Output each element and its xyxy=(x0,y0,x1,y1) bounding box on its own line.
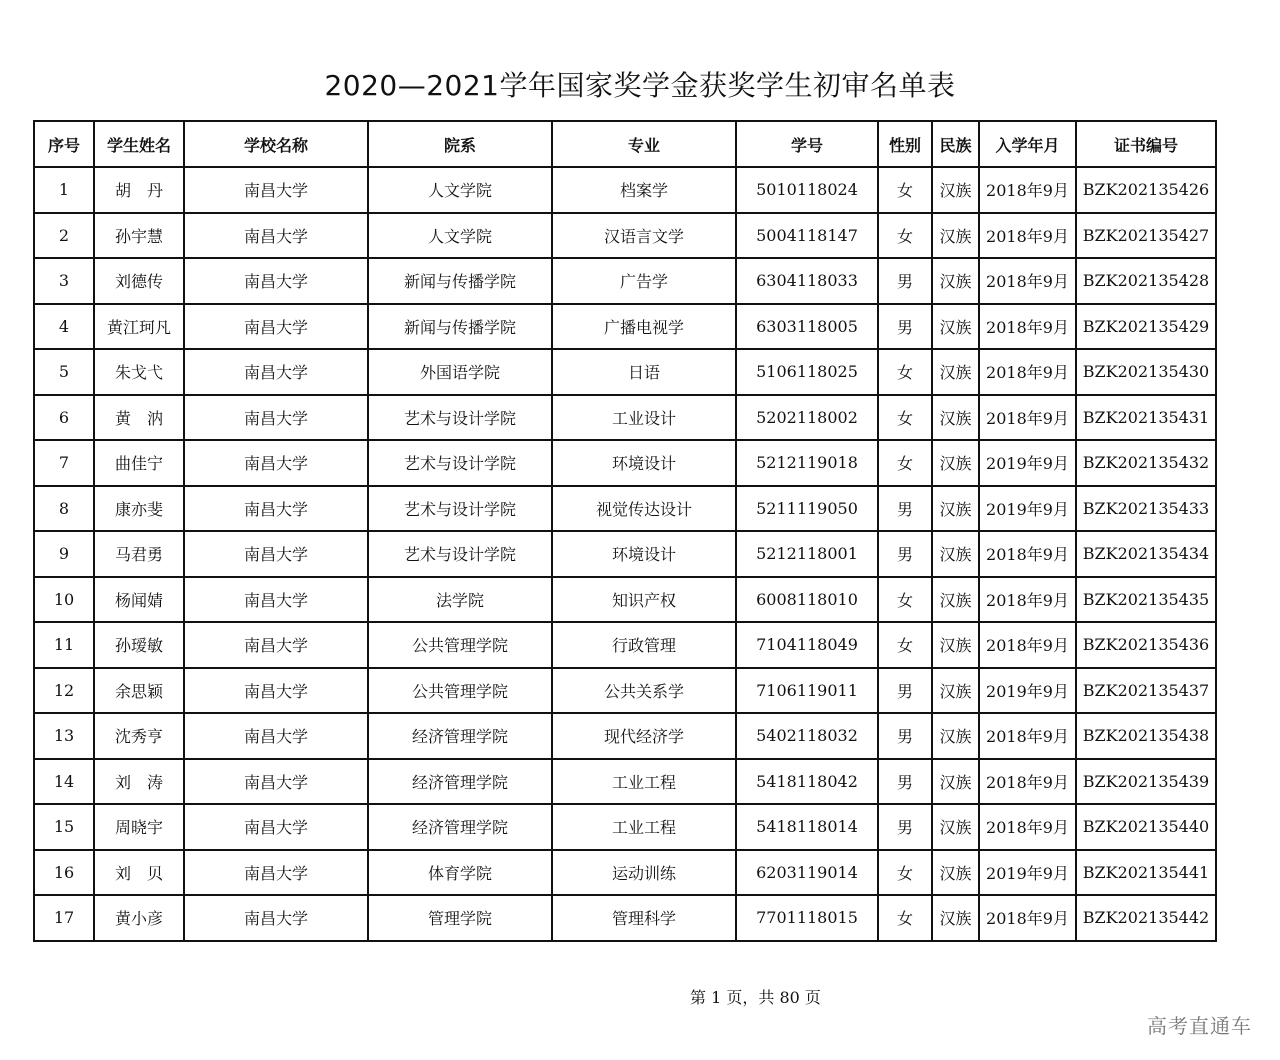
cell-index: 3 xyxy=(34,258,94,304)
column-header-ethnicity: 民族 xyxy=(932,121,979,167)
cell-ethnicity: 汉族 xyxy=(932,668,979,714)
cell-enrollment-date: 2018年9月 xyxy=(979,531,1076,577)
cell-ethnicity: 汉族 xyxy=(932,304,979,350)
cell-certificate-number: BZK202135434 xyxy=(1076,531,1216,577)
cell-department: 体育学院 xyxy=(368,850,552,896)
cell-school: 南昌大学 xyxy=(184,167,368,213)
cell-index: 14 xyxy=(34,759,94,805)
scholarship-roster-table xyxy=(33,120,1217,942)
cell-index: 9 xyxy=(34,531,94,577)
cell-student-name: 马君勇 xyxy=(94,531,184,577)
cell-gender: 女 xyxy=(878,622,932,668)
cell-student-name: 黄江珂凡 xyxy=(94,304,184,350)
column-header-student-id: 学号 xyxy=(736,121,878,167)
cell-index: 5 xyxy=(34,349,94,395)
cell-department: 经济管理学院 xyxy=(368,804,552,850)
cell-school: 南昌大学 xyxy=(184,304,368,350)
cell-certificate-number: BZK202135428 xyxy=(1076,258,1216,304)
cell-department: 公共管理学院 xyxy=(368,622,552,668)
cell-enrollment-date: 2018年9月 xyxy=(979,213,1076,259)
cell-gender: 女 xyxy=(878,440,932,486)
cell-certificate-number: BZK202135426 xyxy=(1076,167,1216,213)
cell-gender: 男 xyxy=(878,304,932,350)
cell-ethnicity: 汉族 xyxy=(932,395,979,441)
cell-department: 人文学院 xyxy=(368,213,552,259)
cell-major: 行政管理 xyxy=(552,622,736,668)
cell-certificate-number: BZK202135436 xyxy=(1076,622,1216,668)
cell-ethnicity: 汉族 xyxy=(932,349,979,395)
cell-school: 南昌大学 xyxy=(184,531,368,577)
cell-department: 艺术与设计学院 xyxy=(368,440,552,486)
cell-certificate-number: BZK202135432 xyxy=(1076,440,1216,486)
cell-student-id: 5212119018 xyxy=(736,440,878,486)
cell-index: 10 xyxy=(34,577,94,623)
cell-gender: 女 xyxy=(878,213,932,259)
cell-major: 日语 xyxy=(552,349,736,395)
cell-ethnicity: 汉族 xyxy=(932,486,979,532)
cell-gender: 男 xyxy=(878,759,932,805)
cell-major: 广告学 xyxy=(552,258,736,304)
cell-gender: 女 xyxy=(878,167,932,213)
cell-enrollment-date: 2019年9月 xyxy=(979,486,1076,532)
column-header-major: 专业 xyxy=(552,121,736,167)
cell-department: 公共管理学院 xyxy=(368,668,552,714)
cell-ethnicity: 汉族 xyxy=(932,622,979,668)
cell-department: 新闻与传播学院 xyxy=(368,258,552,304)
column-header-department: 院系 xyxy=(368,121,552,167)
cell-student-name: 朱戈弋 xyxy=(94,349,184,395)
cell-department: 人文学院 xyxy=(368,167,552,213)
cell-gender: 男 xyxy=(878,486,932,532)
column-header-index: 序号 xyxy=(34,121,94,167)
cell-student-name: 曲佳宁 xyxy=(94,440,184,486)
cell-school: 南昌大学 xyxy=(184,258,368,304)
cell-enrollment-date: 2018年9月 xyxy=(979,804,1076,850)
cell-student-id: 5212118001 xyxy=(736,531,878,577)
table-row xyxy=(34,895,1216,941)
cell-student-name: 余思颖 xyxy=(94,668,184,714)
cell-student-name: 刘 涛 xyxy=(94,759,184,805)
cell-enrollment-date: 2019年9月 xyxy=(979,850,1076,896)
cell-gender: 女 xyxy=(878,395,932,441)
cell-ethnicity: 汉族 xyxy=(932,167,979,213)
cell-ethnicity: 汉族 xyxy=(932,440,979,486)
cell-student-id: 7106119011 xyxy=(736,668,878,714)
cell-student-name: 杨闻婧 xyxy=(94,577,184,623)
table-row xyxy=(34,804,1216,850)
cell-ethnicity: 汉族 xyxy=(932,804,979,850)
cell-student-name: 黄小彦 xyxy=(94,895,184,941)
cell-certificate-number: BZK202135427 xyxy=(1076,213,1216,259)
cell-student-name: 孙宇慧 xyxy=(94,213,184,259)
cell-certificate-number: BZK202135433 xyxy=(1076,486,1216,532)
cell-student-id: 5004118147 xyxy=(736,213,878,259)
cell-student-id: 5106118025 xyxy=(736,349,878,395)
cell-school: 南昌大学 xyxy=(184,577,368,623)
cell-gender: 男 xyxy=(878,713,932,759)
cell-enrollment-date: 2018年9月 xyxy=(979,349,1076,395)
column-header-certificate-number: 证书编号 xyxy=(1076,121,1216,167)
cell-student-name: 胡 丹 xyxy=(94,167,184,213)
cell-student-id: 5402118032 xyxy=(736,713,878,759)
cell-major: 环境设计 xyxy=(552,531,736,577)
cell-index: 11 xyxy=(34,622,94,668)
cell-student-id: 6008118010 xyxy=(736,577,878,623)
cell-certificate-number: BZK202135430 xyxy=(1076,349,1216,395)
cell-ethnicity: 汉族 xyxy=(932,213,979,259)
table-row xyxy=(34,759,1216,805)
cell-major: 现代经济学 xyxy=(552,713,736,759)
cell-gender: 男 xyxy=(878,531,932,577)
table-header-row xyxy=(34,121,1216,167)
cell-student-id: 5010118024 xyxy=(736,167,878,213)
cell-student-id: 7701118015 xyxy=(736,895,878,941)
cell-certificate-number: BZK202135437 xyxy=(1076,668,1216,714)
document-title: 2020—2021学年国家奖学金获奖学生初审名单表 xyxy=(324,69,956,102)
cell-certificate-number: BZK202135439 xyxy=(1076,759,1216,805)
cell-student-id: 5418118042 xyxy=(736,759,878,805)
cell-certificate-number: BZK202135442 xyxy=(1076,895,1216,941)
cell-gender: 女 xyxy=(878,349,932,395)
cell-index: 4 xyxy=(34,304,94,350)
cell-student-id: 6304118033 xyxy=(736,258,878,304)
cell-student-id: 6203119014 xyxy=(736,850,878,896)
cell-gender: 男 xyxy=(878,804,932,850)
table-row xyxy=(34,167,1216,213)
cell-index: 17 xyxy=(34,895,94,941)
cell-school: 南昌大学 xyxy=(184,713,368,759)
cell-index: 13 xyxy=(34,713,94,759)
cell-ethnicity: 汉族 xyxy=(932,759,979,805)
cell-school: 南昌大学 xyxy=(184,804,368,850)
table-row xyxy=(34,213,1216,259)
table-row xyxy=(34,577,1216,623)
cell-index: 12 xyxy=(34,668,94,714)
table-row xyxy=(34,440,1216,486)
cell-certificate-number: BZK202135431 xyxy=(1076,395,1216,441)
cell-major: 视觉传达设计 xyxy=(552,486,736,532)
cell-school: 南昌大学 xyxy=(184,759,368,805)
cell-ethnicity: 汉族 xyxy=(932,850,979,896)
cell-student-name: 黄 汭 xyxy=(94,395,184,441)
table-row xyxy=(34,395,1216,441)
column-header-student-name: 学生姓名 xyxy=(94,121,184,167)
cell-major: 环境设计 xyxy=(552,440,736,486)
cell-certificate-number: BZK202135440 xyxy=(1076,804,1216,850)
cell-student-name: 刘 贝 xyxy=(94,850,184,896)
cell-gender: 男 xyxy=(878,258,932,304)
cell-enrollment-date: 2018年9月 xyxy=(979,895,1076,941)
cell-student-name: 孙瑷敏 xyxy=(94,622,184,668)
cell-student-id: 5418118014 xyxy=(736,804,878,850)
cell-gender: 女 xyxy=(878,895,932,941)
cell-certificate-number: BZK202135438 xyxy=(1076,713,1216,759)
watermark-text: 高考直通车 xyxy=(1147,1014,1252,1038)
cell-school: 南昌大学 xyxy=(184,395,368,441)
cell-department: 经济管理学院 xyxy=(368,713,552,759)
cell-major: 知识产权 xyxy=(552,577,736,623)
cell-enrollment-date: 2018年9月 xyxy=(979,304,1076,350)
cell-index: 1 xyxy=(34,167,94,213)
cell-student-id: 7104118049 xyxy=(736,622,878,668)
cell-department: 新闻与传播学院 xyxy=(368,304,552,350)
table-row xyxy=(34,622,1216,668)
cell-department: 艺术与设计学院 xyxy=(368,531,552,577)
cell-major: 工业工程 xyxy=(552,759,736,805)
cell-student-id: 6303118005 xyxy=(736,304,878,350)
cell-student-name: 周晓宇 xyxy=(94,804,184,850)
column-header-enrollment-date: 入学年月 xyxy=(979,121,1076,167)
cell-student-name: 刘德传 xyxy=(94,258,184,304)
cell-certificate-number: BZK202135435 xyxy=(1076,577,1216,623)
cell-index: 2 xyxy=(34,213,94,259)
cell-index: 6 xyxy=(34,395,94,441)
cell-department: 管理学院 xyxy=(368,895,552,941)
cell-major: 广播电视学 xyxy=(552,304,736,350)
cell-major: 汉语言文学 xyxy=(552,213,736,259)
cell-major: 运动训练 xyxy=(552,850,736,896)
cell-enrollment-date: 2018年9月 xyxy=(979,167,1076,213)
table-row xyxy=(34,304,1216,350)
cell-ethnicity: 汉族 xyxy=(932,258,979,304)
cell-major: 档案学 xyxy=(552,167,736,213)
cell-enrollment-date: 2018年9月 xyxy=(979,577,1076,623)
cell-gender: 女 xyxy=(878,577,932,623)
table-row xyxy=(34,349,1216,395)
column-header-gender: 性别 xyxy=(878,121,932,167)
cell-certificate-number: BZK202135429 xyxy=(1076,304,1216,350)
page-number-info: 第 1 页，共 80 页 xyxy=(690,988,821,1007)
cell-ethnicity: 汉族 xyxy=(932,713,979,759)
cell-enrollment-date: 2018年9月 xyxy=(979,395,1076,441)
cell-department: 艺术与设计学院 xyxy=(368,395,552,441)
cell-major: 公共关系学 xyxy=(552,668,736,714)
table-row xyxy=(34,850,1216,896)
table-row xyxy=(34,668,1216,714)
table-row xyxy=(34,258,1216,304)
cell-major: 工业设计 xyxy=(552,395,736,441)
cell-school: 南昌大学 xyxy=(184,349,368,395)
cell-student-name: 沈秀亨 xyxy=(94,713,184,759)
cell-school: 南昌大学 xyxy=(184,440,368,486)
cell-department: 外国语学院 xyxy=(368,349,552,395)
cell-enrollment-date: 2019年9月 xyxy=(979,440,1076,486)
cell-student-id: 5211119050 xyxy=(736,486,878,532)
table-row xyxy=(34,486,1216,532)
column-header-school: 学校名称 xyxy=(184,121,368,167)
cell-index: 7 xyxy=(34,440,94,486)
cell-department: 艺术与设计学院 xyxy=(368,486,552,532)
cell-enrollment-date: 2018年9月 xyxy=(979,622,1076,668)
cell-ethnicity: 汉族 xyxy=(932,895,979,941)
cell-gender: 女 xyxy=(878,850,932,896)
cell-gender: 男 xyxy=(878,668,932,714)
cell-index: 8 xyxy=(34,486,94,532)
cell-student-name: 康亦斐 xyxy=(94,486,184,532)
cell-department: 经济管理学院 xyxy=(368,759,552,805)
cell-enrollment-date: 2018年9月 xyxy=(979,258,1076,304)
cell-major: 工业工程 xyxy=(552,804,736,850)
cell-ethnicity: 汉族 xyxy=(932,577,979,623)
cell-student-id: 5202118002 xyxy=(736,395,878,441)
cell-enrollment-date: 2019年9月 xyxy=(979,668,1076,714)
cell-ethnicity: 汉族 xyxy=(932,531,979,577)
cell-school: 南昌大学 xyxy=(184,895,368,941)
cell-department: 法学院 xyxy=(368,577,552,623)
cell-enrollment-date: 2018年9月 xyxy=(979,713,1076,759)
cell-certificate-number: BZK202135441 xyxy=(1076,850,1216,896)
table-body xyxy=(34,167,1216,941)
cell-school: 南昌大学 xyxy=(184,668,368,714)
cell-enrollment-date: 2018年9月 xyxy=(979,759,1076,805)
cell-school: 南昌大学 xyxy=(184,850,368,896)
table-row xyxy=(34,531,1216,577)
table-row xyxy=(34,713,1216,759)
cell-index: 15 xyxy=(34,804,94,850)
cell-school: 南昌大学 xyxy=(184,213,368,259)
cell-index: 16 xyxy=(34,850,94,896)
cell-major: 管理科学 xyxy=(552,895,736,941)
cell-school: 南昌大学 xyxy=(184,486,368,532)
cell-school: 南昌大学 xyxy=(184,622,368,668)
